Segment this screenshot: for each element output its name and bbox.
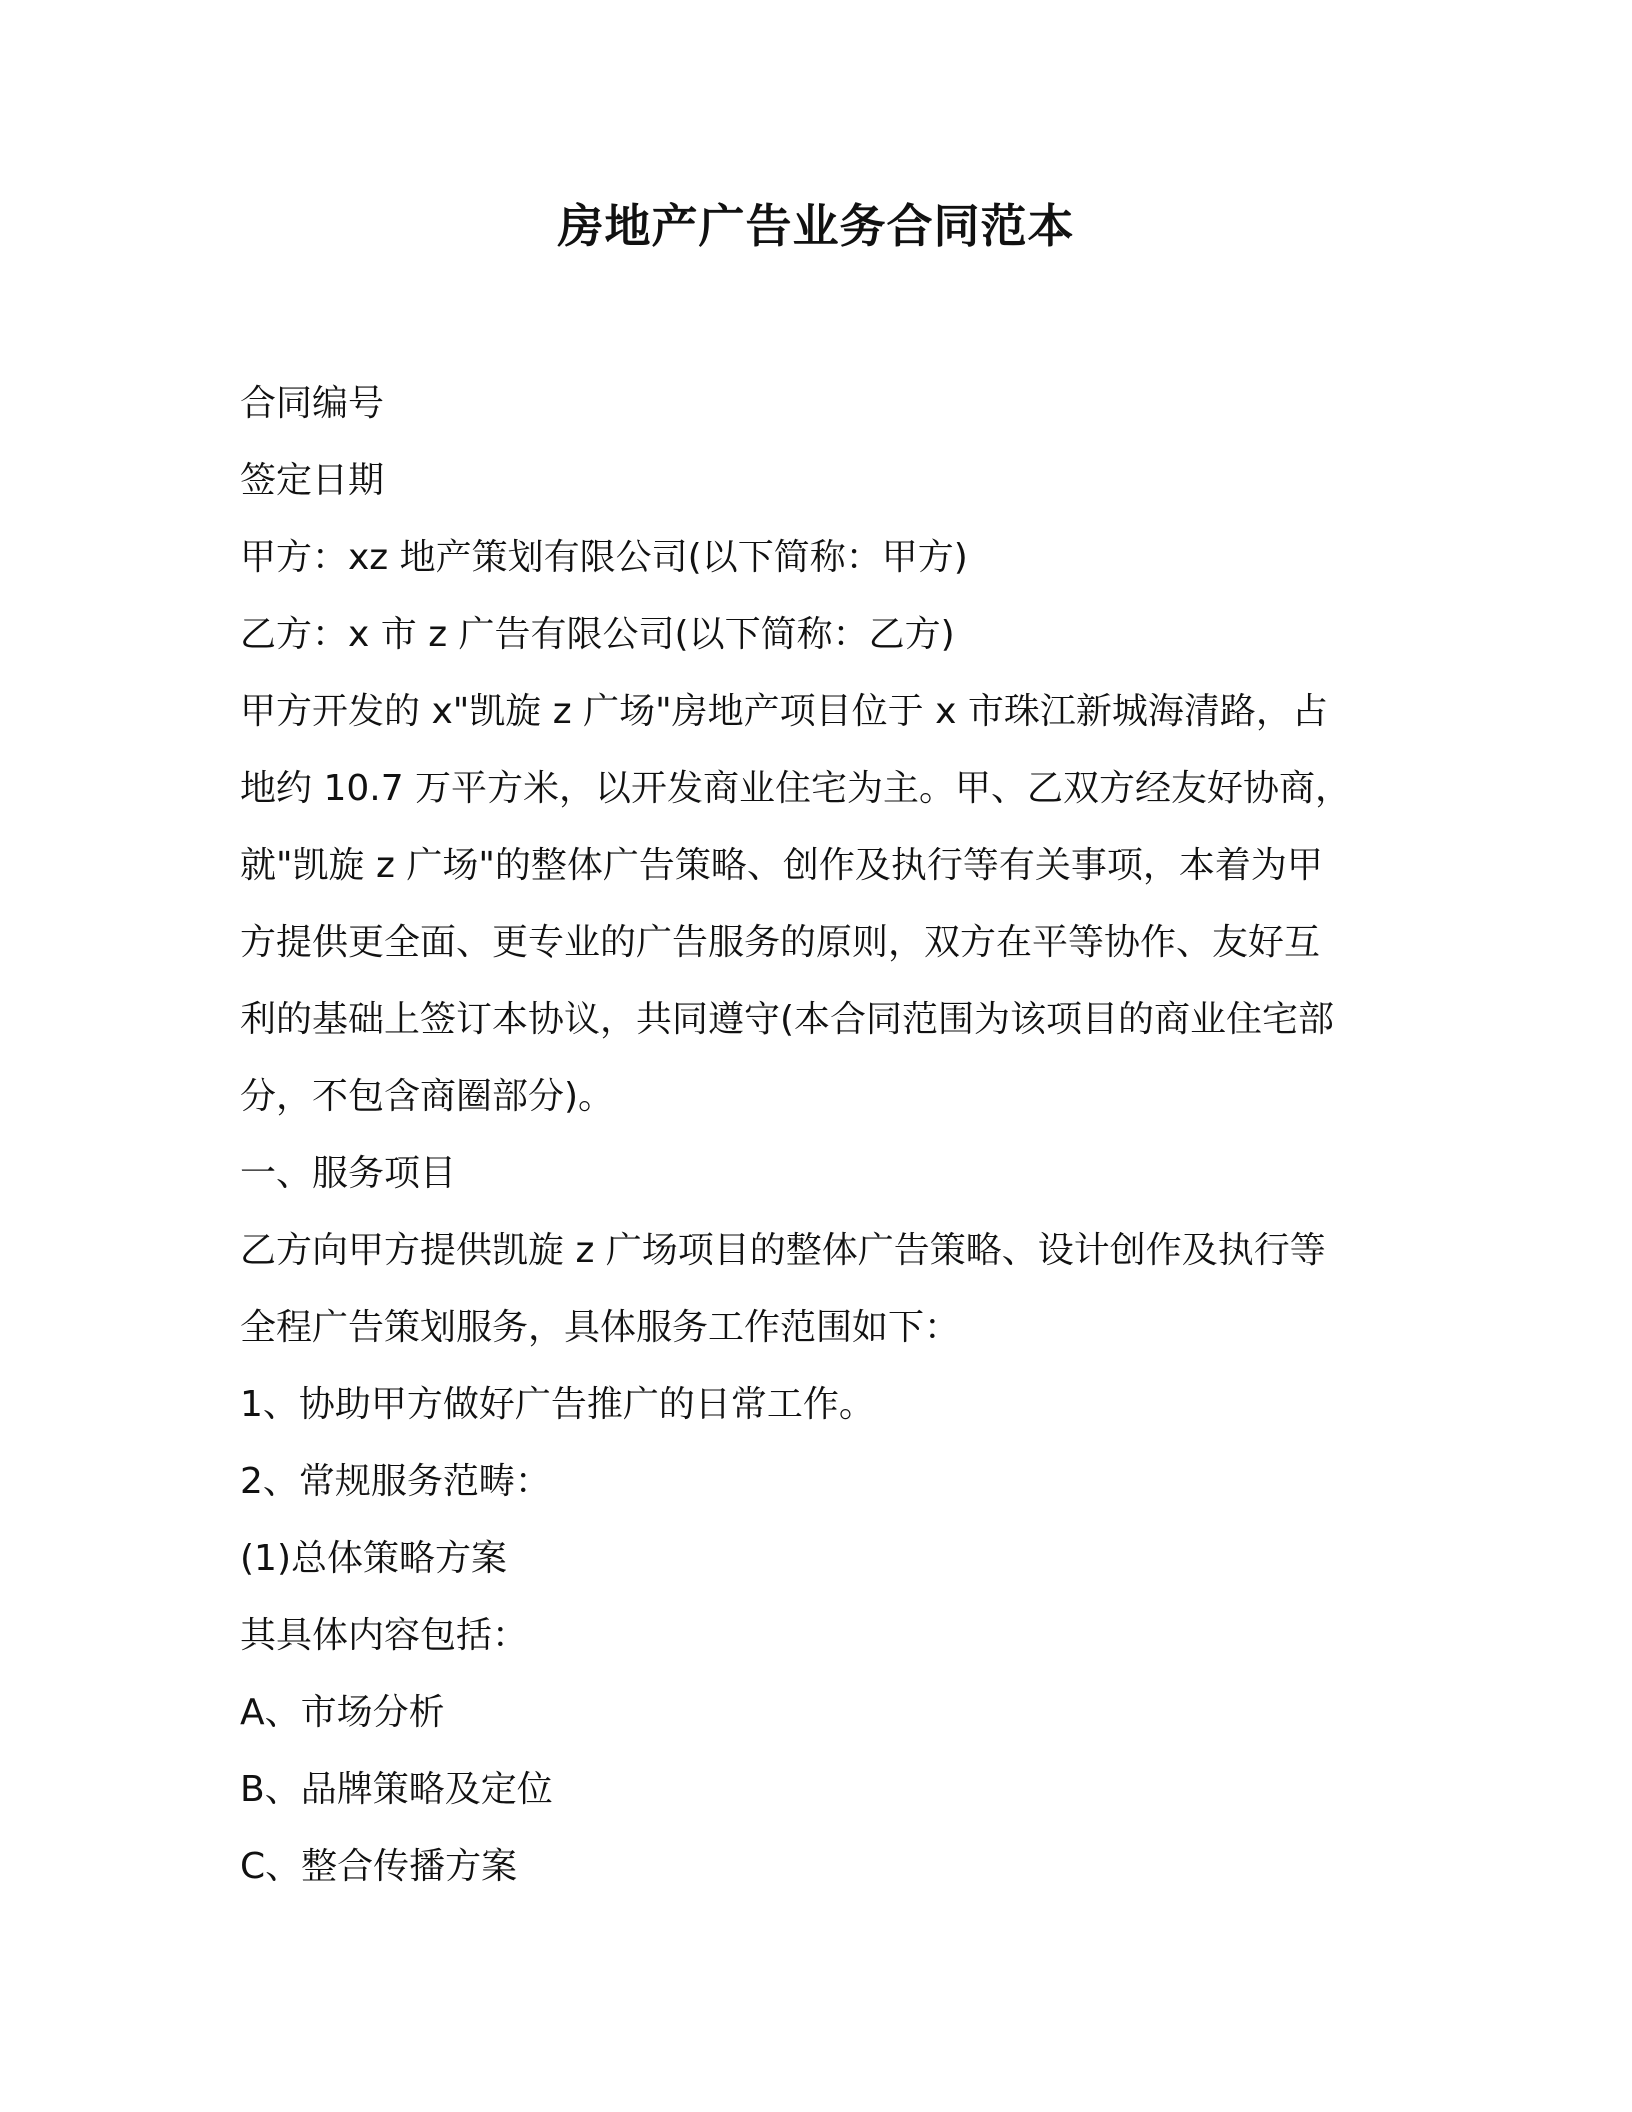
- numbered-item: 2、常规服务范畴：: [240, 1461, 551, 1502]
- sub-item: (1)总体策略方案: [240, 1538, 507, 1579]
- intro-paragraph-line: 利的基础上签订本协议，共同遵守(本合同范围为该项目的商业住宅部: [240, 999, 1335, 1040]
- party-a-line: 甲方：xz 地产策划有限公司(以下简称：甲方): [240, 537, 968, 578]
- contract-number-label: 合同编号: [240, 383, 385, 424]
- intro-paragraph-line: 就"凯旋 z 广场"的整体广告策略、创作及执行等有关事项，本着为甲: [240, 845, 1323, 886]
- service-paragraph-line: 全程广告策划服务，具体服务工作范围如下：: [240, 1307, 961, 1348]
- section-heading: 一、服务项目: [240, 1153, 457, 1194]
- document-body: [240, 365, 1370, 1905]
- document-title: 房地产广告业务合同范本: [557, 199, 1075, 253]
- intro-paragraph-line: 分，不包含商圈部分)。: [240, 1076, 615, 1117]
- intro-paragraph-line: 甲方开发的 x"凯旋 z 广场"房地产项目位于 x 市珠江新城海清路，占: [240, 691, 1328, 732]
- lettered-item: C、整合传播方案: [240, 1846, 518, 1887]
- content-intro-line: 其具体内容包括：: [240, 1615, 529, 1656]
- service-paragraph-line: 乙方向甲方提供凯旋 z 广场项目的整体广告策略、设计创作及执行等: [240, 1230, 1326, 1271]
- lettered-item: A、市场分析: [240, 1692, 445, 1733]
- intro-paragraph-line: 地约 10.7 万平方米，以开发商业住宅为主。甲、乙双方经友好协商，: [240, 768, 1352, 809]
- numbered-item: 1、协助甲方做好广告推广的日常工作。: [240, 1384, 875, 1425]
- intro-paragraph-line: 方提供更全面、更专业的广告服务的原则，双方在平等协作、友好互: [240, 922, 1321, 963]
- party-b-line: 乙方：x 市 z 广告有限公司(以下简称：乙方): [240, 614, 955, 655]
- signing-date-label: 签定日期: [240, 460, 385, 501]
- lettered-item: B、品牌策略及定位: [240, 1769, 553, 1810]
